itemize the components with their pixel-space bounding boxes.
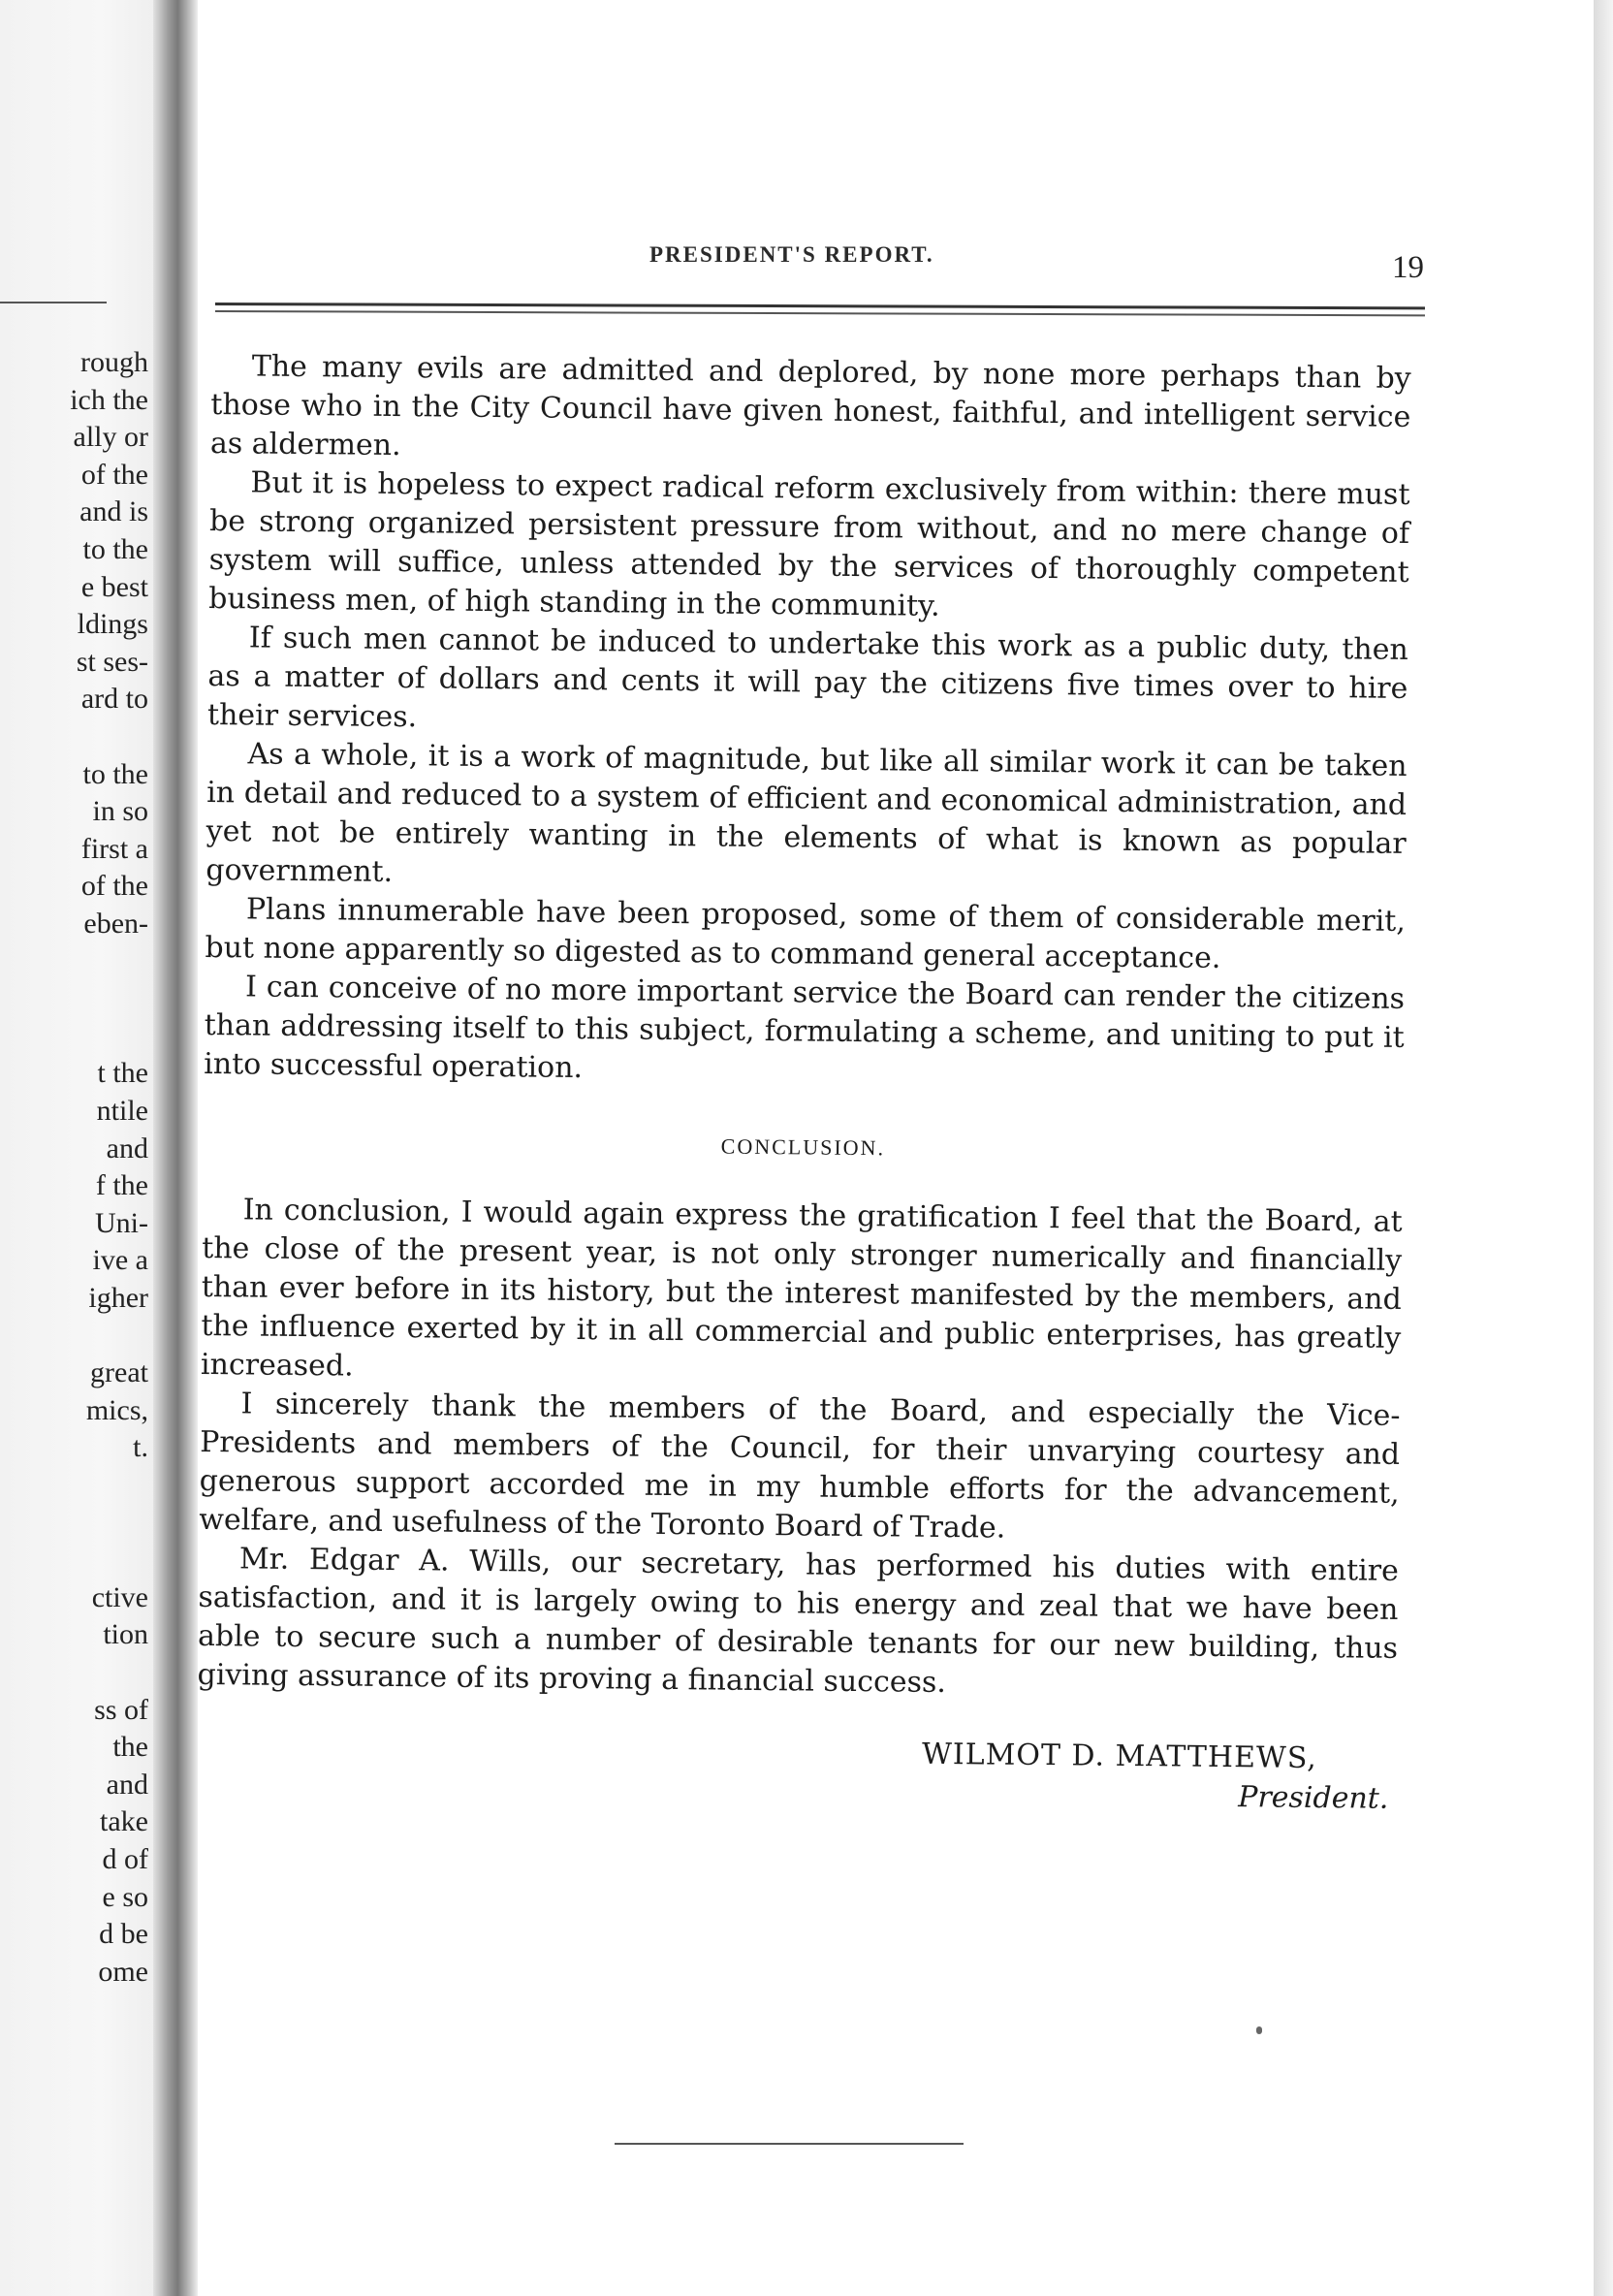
facing-page-line: and xyxy=(106,1132,148,1164)
paragraph: In conclusion, I would again express the gratification I feel that the Board, at the close of the present year, is not only stronger numerically and financially than ever before in its history, but the interest manifested by the members, and the influence exerted by it in all commercial and public enterprises, has greatly increased. xyxy=(200,1193,1403,1384)
page-edge xyxy=(1594,0,1613,2296)
running-head: PRESIDENT'S REPORT. xyxy=(649,242,934,267)
facing-page-line: ich the xyxy=(70,383,148,416)
facing-page-line: the xyxy=(112,1731,148,1764)
facing-page-line: Uni- xyxy=(95,1206,148,1239)
facing-page-line: e so xyxy=(102,1880,148,1913)
facing-page-line: t. xyxy=(133,1431,148,1464)
facing-page-line: ive a xyxy=(92,1244,148,1277)
facing-page-line: take xyxy=(100,1805,148,1838)
facing-page-line: rough xyxy=(80,346,148,378)
print-speck xyxy=(1256,2026,1262,2034)
facing-page-rule xyxy=(0,302,107,303)
facing-page-line: tion xyxy=(103,1618,148,1651)
paragraph: But it is hopeless to expect radical reform exclusively from within: there must be strong organized persistent pressure from without, and no mere change of system will suffice, unless attended by the services of thoroughly competent business men, of high standing in the community. xyxy=(208,465,1410,623)
facing-page-line: eben- xyxy=(83,908,148,940)
facing-page-line: ard to xyxy=(80,683,148,716)
facing-page-line: ally or xyxy=(73,421,148,454)
facing-page-line: ldings xyxy=(77,608,148,641)
facing-page-line: to the xyxy=(82,757,148,790)
facing-page-line: ntile xyxy=(96,1095,148,1127)
facing-page-line: d be xyxy=(99,1918,148,1951)
paragraph: I sincerely thank the members of the Board, and especially the Vice-Presidents and members of the Council, for their unvarying courtesy and generous support accorded me in my humble efforts for the advancement, welfare, and usefulness of the Toronto Board of Trade. xyxy=(199,1387,1401,1546)
closing-rule xyxy=(615,2143,964,2145)
facing-page-line: of the xyxy=(80,458,148,491)
facing-page-line: ss of xyxy=(94,1693,148,1726)
facing-page-line: great xyxy=(90,1356,148,1389)
page-number: 19 xyxy=(1392,250,1424,285)
facing-page xyxy=(0,0,170,2296)
book-gutter xyxy=(153,0,198,2296)
paragraph: I can conceive of no more important service the Board can render the citizens than addressing itself to this subject, formulating a scheme, and uniting to put it into successful operation. xyxy=(204,970,1406,1086)
paragraph: Mr. Edgar A. Wills, our secretary, has performed his duties with entire satisfaction, and it is largely owing to his energy and zeal that we have been able to secure such a number of desirable tenants for our new building, thus giving assurance of its proving a financial success. xyxy=(197,1542,1400,1701)
facing-page-line: in so xyxy=(92,795,148,828)
facing-page-line: e best xyxy=(80,570,148,603)
section-heading: CONCLUSION. xyxy=(720,1133,886,1161)
facing-page-line: mics, xyxy=(85,1393,148,1426)
facing-page-line: igher xyxy=(88,1282,148,1314)
paragraph: Plans innumerable have been proposed, some of them of considerable merit, but none apparently so digested as to command general acceptance. xyxy=(205,892,1407,975)
facing-page-line: ctive xyxy=(91,1580,148,1613)
paragraph: If such men cannot be induced to undertake this work as a public duty, then as a matter of dollars and cents it will pay the citizens five times over to hire their services. xyxy=(206,621,1408,735)
facing-page-line: t the xyxy=(97,1057,148,1090)
facing-page-line: f the xyxy=(95,1169,148,1202)
facing-page-line: and xyxy=(106,1768,148,1801)
report-body xyxy=(196,347,1411,1816)
facing-page-line: to the xyxy=(82,533,148,565)
signature: WILMOT D. MATTHEWS, xyxy=(921,1737,1318,1776)
facing-page-line: and is xyxy=(79,495,148,528)
paragraph: The many evils are admitted and deplored, by none more perhaps than by those who in the City Council have given honest, faithful, and intelligent service as aldermen. xyxy=(209,349,1411,463)
facing-page-line: first a xyxy=(80,832,148,865)
paragraph: As a whole, it is a work of magnitude, but like all similar work it can be taken in detail and reduced to a system of efficient and economical administration, and yet not be entirely wanting in the elements of what is known as popular government. xyxy=(206,737,1407,889)
facing-page-line: d of xyxy=(102,1843,148,1875)
facing-page-line: ome xyxy=(98,1955,148,1988)
facing-page-line: st ses- xyxy=(76,645,148,678)
facing-page-line: of the xyxy=(80,870,148,903)
signature-title: President. xyxy=(1238,1780,1389,1816)
